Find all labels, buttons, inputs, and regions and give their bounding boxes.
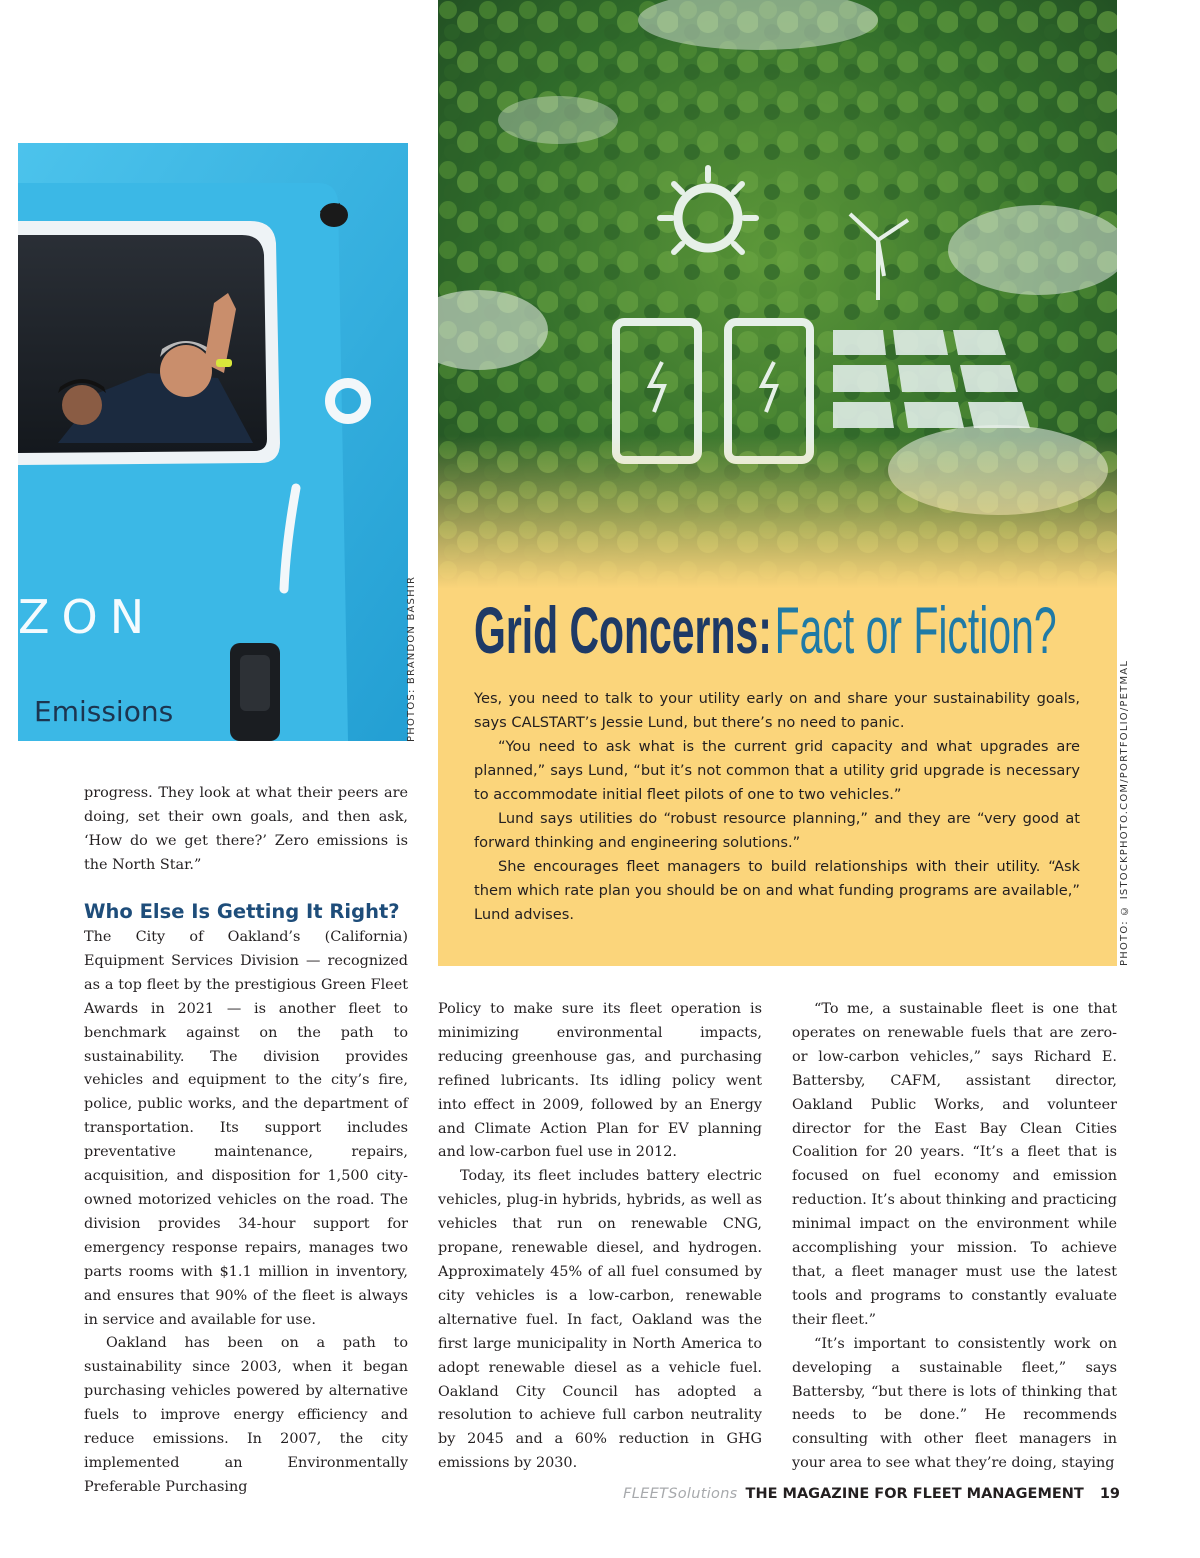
- photo-credit-left: PHOTOS: BRANDON BASHIR: [406, 575, 417, 742]
- article-column-left-top: [84, 782, 408, 878]
- forest-solar-illustration: [438, 0, 1117, 640]
- article-paragraph: Policy to make sure its fleet operation is minimizing environmental impacts, reducing greenhouse gas, and purchasing refined lubricants. Its idling policy went into effect in 2009, followed by an Energy and Climate Action Plan for EV planning and low-carbon fuel use in 2012.: [438, 1001, 762, 1161]
- sidebar-paragraph: “You need to ask what is the current grid capacity and what upgrades are planned,” says Lund, “but it’s not common that a utility grid upgrade is necessary to accommodate initial fleet pilots of one to two vehicles.”: [474, 738, 1080, 803]
- publication-name: FLEETSolutions: [623, 1486, 738, 1502]
- photo-credit-right: PHOTO: © ISTOCKPHOTO.COM/PORTFOLIO/PETMAL: [1119, 659, 1130, 966]
- page-number: 19: [1099, 1486, 1120, 1502]
- truck-photo: [18, 143, 408, 741]
- sidebar-headline: [474, 593, 1057, 667]
- article-column-middle: [438, 998, 762, 1476]
- headline-light: Fact or Fiction?: [774, 593, 1057, 667]
- truck-illustration: [18, 143, 408, 741]
- page-footer: [560, 1482, 1120, 1506]
- section-heading: Who Else Is Getting It Right?: [84, 900, 400, 923]
- article-paragraph: Oakland has been on a path to sustainability since 2003, when it began purchasing vehicles powered by alternative fuels to improve energy efficiency and reduce emissions. In 2007, the city implemented an Environmentally Preferable Purchasing: [84, 1335, 408, 1495]
- article-column-right: [792, 998, 1117, 1476]
- truck-brand-text: ZON: [18, 590, 157, 644]
- publication-tagline: THE MAGAZINE FOR FLEET MANAGEMENT: [745, 1486, 1084, 1502]
- article-paragraph: “It’s important to consistently work on developing a sustainable fleet,” says Battersby, “but there is lots of thinking that needs to be done.” He recommends consulting with other fleet managers in your area to see what they’re doing, staying: [792, 1335, 1117, 1472]
- sidebar-paragraph: She encourages fleet managers to build relationships with their utility. “Ask them which rate plan you should be on and what funding programs are available,” Lund advises.: [474, 858, 1080, 923]
- article-column-left-bottom: [84, 926, 408, 1500]
- headline-bold: Grid Concerns:: [474, 593, 772, 667]
- article-paragraph: The City of Oakland’s (California) Equipment Services Division — recognized as a top fleet by the prestigious Green Fleet Awards in 2021 — is another fleet to benchmark against on the path to sustainability. The division provides vehicles and equipment to the city’s fire, police, public works, and the department of transportation. Its support includes preventative maintenance, repairs, acquisition, and disposition for 1,500 city-owned motorized vehicles on the road. The division provides 34-hour support for emergency response repairs, manages two parts rooms with $1.1 million in inventory, and ensures that 90% of the fleet is always in service and available for use.: [84, 929, 408, 1328]
- sidebar-paragraph: Yes, you need to talk to your utility early on and share your sustainability goals, says CALSTART’s Jessie Lund, but there’s no need to panic.: [474, 690, 1080, 731]
- article-paragraph: progress. They look at what their peers are doing, set their own goals, and then ask, ‘How do we get there?’ Zero emissions is the North Star.”: [84, 785, 408, 873]
- sidebar-paragraph: Lund says utilities do “robust resource planning,” and they are “very good at forward thinking and engineering solutions.”: [474, 810, 1080, 851]
- article-paragraph: “To me, a sustainable fleet is one that operates on renewable fuels that are zero- or low-carbon vehicles,” says Richard E. Battersby, CAFM, assistant director, Oakland Public Works, and volunteer director for the East Bay Clean Cities Coalition for 20 years. “It’s a fleet that is focused on fuel economy and emission reduction. It’s about thinking and practicing minimal impact on the environment while accomplishing your mission. To achieve that, a fleet manager must use the latest tools and programs to constantly evaluate their fleet.”: [792, 1001, 1117, 1328]
- sidebar-feature: [438, 0, 1117, 966]
- truck-badge-text: Emissions: [34, 695, 174, 728]
- article-paragraph: Today, its fleet includes battery electric vehicles, plug-in hybrids, hybrids, as well as vehicles that run on renewable CNG, propane, renewable diesel, and hydrogen. Approximately 45% of all fuel consumed by city vehicles is a low-carbon, renewable alternative fuel. In fact, Oakland was the first large municipality in North America to adopt renewable diesel as a vehicle fuel. Oakland City Council has adopted a resolution to achieve full carbon neutrality by 2045 and a 60% reduction in GHG emissions by 2030.: [438, 1168, 762, 1472]
- sidebar-body: [474, 687, 1080, 927]
